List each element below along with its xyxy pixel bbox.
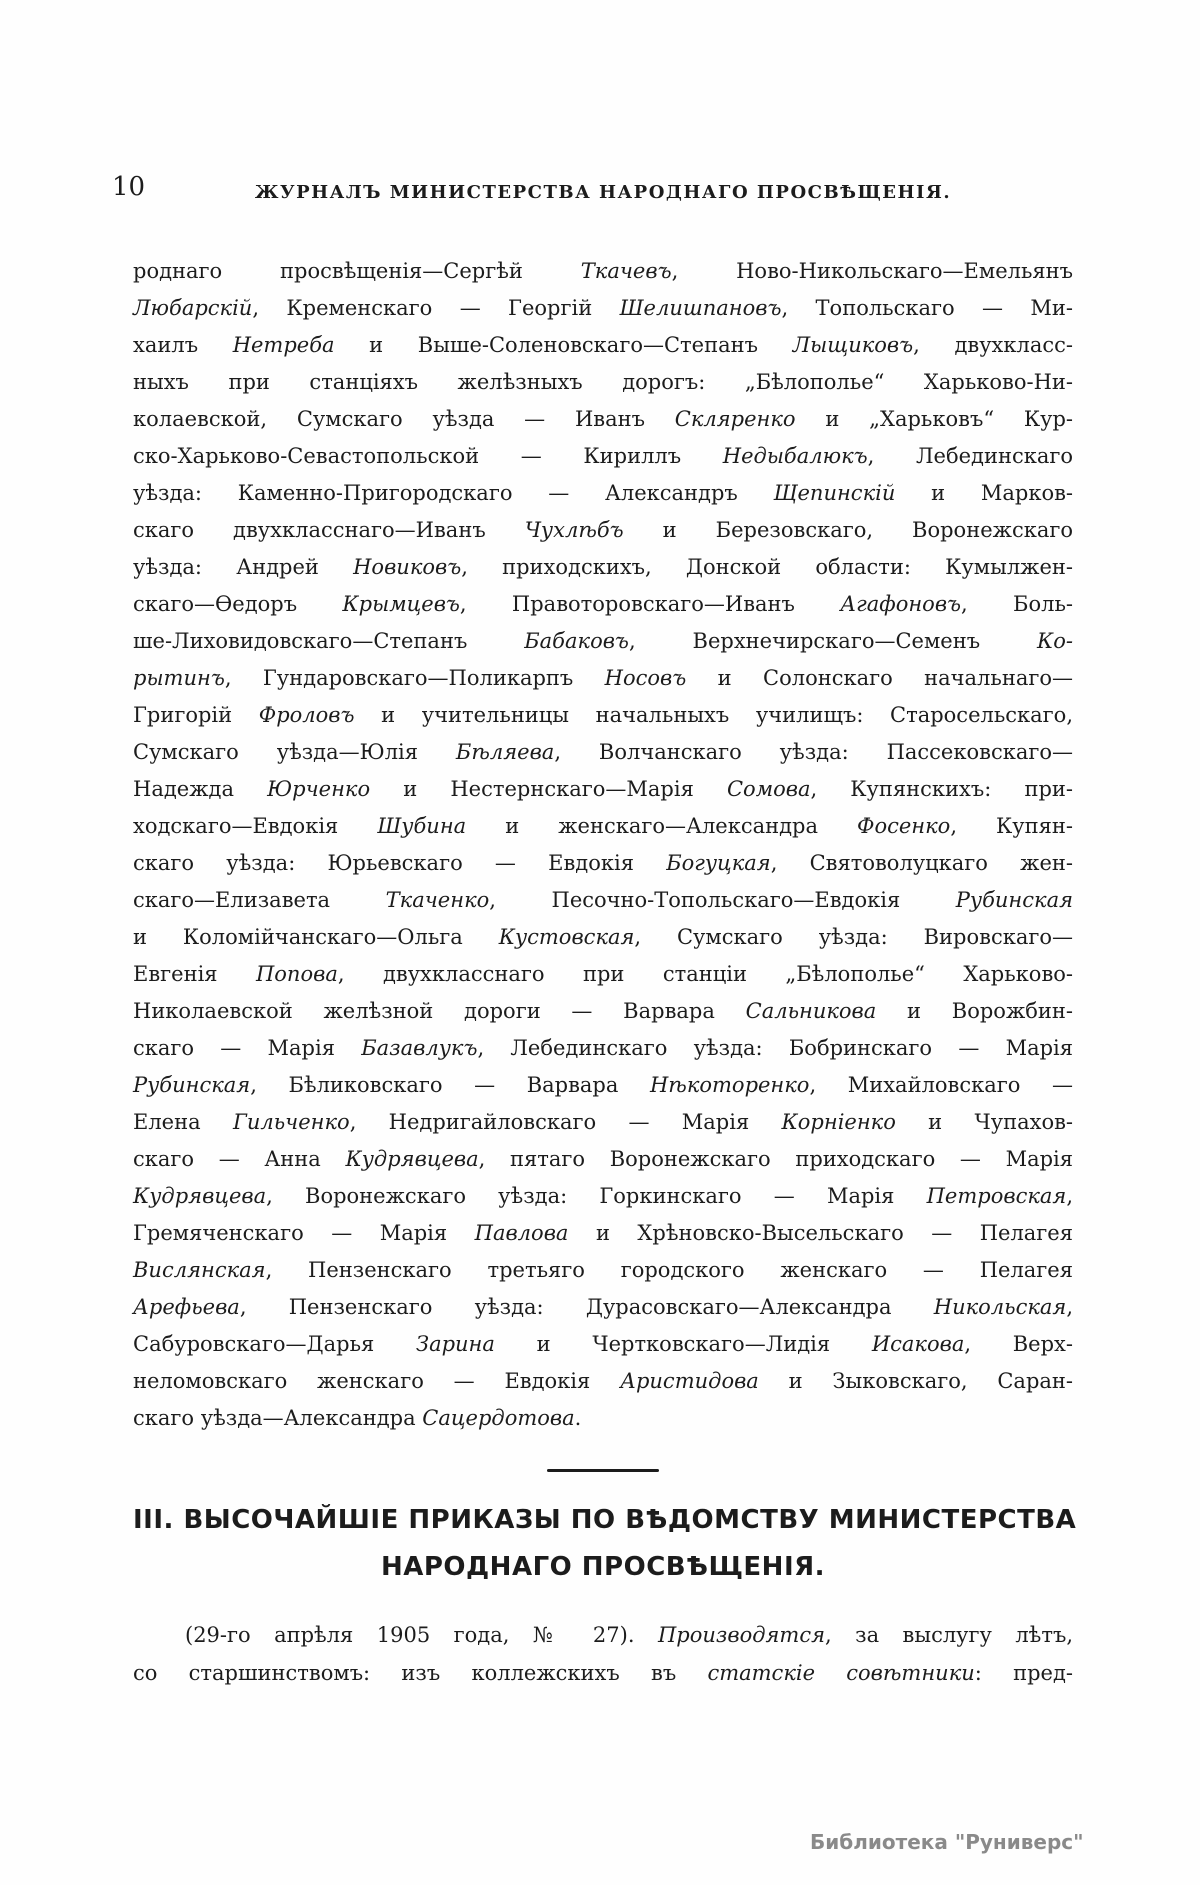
text-segment: хаилъ xyxy=(133,333,233,357)
italic-name: Сальникова xyxy=(745,999,877,1023)
text-segment: , Сумскаго уѣзда: Вировскаго— xyxy=(634,925,1073,949)
italic-name: Кудрявцева xyxy=(345,1147,479,1171)
text-line xyxy=(133,327,1073,364)
section-heading xyxy=(133,1497,1077,1591)
text-segment: , Ново-Никольскаго—Емельянъ xyxy=(671,259,1074,283)
italic-name: Ткаченко xyxy=(385,888,490,912)
text-segment: , Правоторовскаго—Иванъ xyxy=(459,592,841,616)
text-segment: , Кременскаго — Георгій xyxy=(252,296,620,320)
text-segment: и женскаго—Александра xyxy=(466,814,858,838)
text-segment: и Выше-Соленовскаго—Степанъ xyxy=(334,333,793,357)
text-segment: , Лебединскаго уѣзда: Бобринскаго — Марія xyxy=(477,1036,1073,1060)
text-line xyxy=(133,253,1073,290)
text-line xyxy=(133,475,1073,512)
text-line xyxy=(133,1400,1073,1437)
text-line xyxy=(133,1654,1073,1692)
text-line xyxy=(133,1030,1073,1067)
text-segment: , Верх- xyxy=(964,1332,1073,1356)
text-line xyxy=(133,808,1073,845)
text-segment: Евгенія xyxy=(133,962,256,986)
text-line xyxy=(133,512,1073,549)
italic-name: Корніенко xyxy=(781,1110,896,1134)
italic-name: Кустовская xyxy=(498,925,635,949)
text-segment: неломовскаго женскаго — Евдокія xyxy=(133,1369,621,1393)
text-segment: , Воронежскаго уѣзда: Горкинскаго — Марія xyxy=(266,1184,927,1208)
section-heading-line1: III. ВЫСОЧАЙШІЕ ПРИКАЗЫ ПО ВѢДОМСТВУ МИНИСТЕРСТВА xyxy=(133,1505,1077,1535)
text-segment: и Хрѣновско-Высельскаго — Пелагея xyxy=(568,1221,1073,1245)
italic-name: Вислянская xyxy=(133,1258,266,1282)
text-segment: , Купянскихъ: при- xyxy=(810,777,1073,801)
text-segment: , Верхнечирскаго—Семенъ xyxy=(628,629,1038,653)
text-segment: , Недригайловскаго — Марія xyxy=(349,1110,782,1134)
text-segment: уѣзда: Андрей xyxy=(133,555,354,579)
text-line xyxy=(133,660,1073,697)
italic-name: Агафоновъ xyxy=(840,592,962,616)
italic-name: Ткачевъ xyxy=(580,259,672,283)
text-segment: , Пензенскаго уѣзда: Дурасовскаго—Александра xyxy=(239,1295,934,1319)
text-segment: и Березовскаго, Воронежскаго xyxy=(623,518,1073,542)
text-segment: . xyxy=(574,1406,582,1430)
text-line xyxy=(133,1215,1073,1252)
text-line xyxy=(133,623,1073,660)
text-line xyxy=(133,1104,1073,1141)
text-segment: , приходскихъ, Донской области: Кумылжен- xyxy=(461,555,1073,579)
text-segment: , за выслугу лѣтъ, xyxy=(825,1623,1073,1647)
italic-name: рытинъ xyxy=(133,666,225,690)
italic-name: Сацердотова xyxy=(422,1406,575,1430)
italic-name: Лыщиковъ xyxy=(792,333,914,357)
text-segment: и Чертковскаго—Лидія xyxy=(494,1332,872,1356)
text-line xyxy=(133,919,1073,956)
text-line xyxy=(133,586,1073,623)
italic-name: Щепинскій xyxy=(773,481,896,505)
italic-name: Нѣкоторенко xyxy=(649,1073,810,1097)
text-segment: со старшинствомъ: изъ коллежскихъ въ xyxy=(133,1661,708,1685)
text-segment: и Нестернскаго—Марія xyxy=(370,777,727,801)
text-segment: и Солонскаго начальнаго— xyxy=(686,666,1073,690)
text-segment: , xyxy=(1066,1295,1073,1319)
text-line xyxy=(133,364,1073,401)
text-segment: колаевской, Сумскаго уѣзда — Иванъ xyxy=(133,407,675,431)
text-segment: , Бѣликовскаго — Варвара xyxy=(250,1073,650,1097)
text-segment: и „Харьковъ“ Кур- xyxy=(795,407,1073,431)
text-segment: скаго двухкласснаго—Иванъ xyxy=(133,518,525,542)
text-segment: , Боль- xyxy=(961,592,1073,616)
text-line xyxy=(133,1616,1073,1654)
italic-name: Богуцкая xyxy=(666,851,771,875)
decree-paragraph xyxy=(133,1616,1073,1692)
text-line xyxy=(133,1363,1073,1400)
appointments-paragraph xyxy=(133,253,1073,1437)
italic-name: Аристидова xyxy=(620,1369,759,1393)
text-segment: и Коломійчанскаго—Ольга xyxy=(133,925,499,949)
italic-name: Крымцевъ xyxy=(342,592,460,616)
italic-name: Рубинская xyxy=(955,888,1073,912)
text-segment: ше-Лиховидовскаго—Степанъ xyxy=(133,629,525,653)
text-segment: , Святоволуцкаго жен- xyxy=(770,851,1073,875)
text-segment: Григорій xyxy=(133,703,259,727)
italic-name: Недыбалюкъ xyxy=(722,444,868,468)
italic-name: Попова xyxy=(255,962,338,986)
text-segment: , двухкласс- xyxy=(913,333,1073,357)
text-segment: : пред- xyxy=(974,1661,1073,1685)
text-segment: скаго уѣзда—Александра xyxy=(133,1406,423,1430)
italic-name: статскіе совѣтники xyxy=(707,1661,975,1685)
text-segment: , пятаго Воронежскаго приходскаго — Марія xyxy=(478,1147,1073,1171)
text-segment: , Песочно-Топольскаго—Евдокія xyxy=(489,888,956,912)
italic-name: Фроловъ xyxy=(258,703,355,727)
library-watermark: Библиотека "Руниверс" xyxy=(810,1830,1084,1854)
italic-name: Фосенко xyxy=(857,814,951,838)
text-segment: Николаевской желѣзной дороги — Варвара xyxy=(133,999,746,1023)
text-segment: скаго — Марія xyxy=(133,1036,362,1060)
text-segment: скаго уѣзда: Юрьевскаго — Евдокія xyxy=(133,851,667,875)
italic-name: Бабаковъ xyxy=(524,629,629,653)
italic-name: Зарина xyxy=(415,1332,495,1356)
text-segment: уѣзда: Каменно-Пригородскаго — Александръ xyxy=(133,481,774,505)
text-segment: и Ворожбин- xyxy=(876,999,1074,1023)
italic-name: Бѣляева xyxy=(455,740,555,764)
text-line xyxy=(133,1252,1073,1289)
text-segment: и учительницы начальныхъ училищъ: Старосельскаго, xyxy=(354,703,1073,727)
italic-name: Нетреба xyxy=(232,333,335,357)
text-line xyxy=(133,1141,1073,1178)
italic-name: Исакова xyxy=(871,1332,965,1356)
text-line xyxy=(133,993,1073,1030)
text-line xyxy=(133,290,1073,327)
italic-name: Петровская xyxy=(926,1184,1067,1208)
italic-name: Носовъ xyxy=(604,666,687,690)
text-line xyxy=(133,845,1073,882)
italic-name: Шелишпановъ xyxy=(619,296,782,320)
text-line xyxy=(133,401,1073,438)
text-line xyxy=(133,438,1073,475)
text-line xyxy=(133,1178,1073,1215)
italic-name: Кудрявцева xyxy=(133,1184,267,1208)
text-segment: , xyxy=(1066,1184,1073,1208)
text-segment: Надежда xyxy=(133,777,268,801)
text-segment: и Зыковскаго, Саран- xyxy=(758,1369,1073,1393)
text-segment: и Чупахов- xyxy=(895,1110,1074,1134)
italic-name: Новиковъ xyxy=(353,555,462,579)
italic-name: Ко- xyxy=(1037,629,1074,653)
text-segment: скаго—Ѳедоръ xyxy=(133,592,343,616)
text-line xyxy=(133,734,1073,771)
text-segment: , двухкласснаго при станціи „Бѣлополье“ Харьково- xyxy=(337,962,1074,986)
italic-name: Юрченко xyxy=(267,777,371,801)
text-segment: Сумскаго уѣзда—Юлія xyxy=(133,740,456,764)
section-heading-line2: НАРОДНАГО ПРОСВѢЩЕНІЯ. xyxy=(380,1552,826,1582)
text-segment: , Топольскаго — Ми- xyxy=(781,296,1073,320)
italic-name: Производятся xyxy=(657,1623,826,1647)
italic-name: Павлова xyxy=(474,1221,569,1245)
text-segment: Гремяченскаго — Марія xyxy=(133,1221,475,1245)
text-segment: ходскаго—Евдокія xyxy=(133,814,378,838)
italic-name: Любарскій xyxy=(133,296,253,320)
page-number: 10 xyxy=(112,172,146,202)
text-line xyxy=(133,882,1073,919)
italic-name: Рубинская xyxy=(133,1073,251,1097)
italic-name: Никольская xyxy=(933,1295,1067,1319)
text-segment: скаго—Елизавета xyxy=(133,888,386,912)
text-segment: и Марков- xyxy=(895,481,1073,505)
text-segment: Сабуровскаго—Дарья xyxy=(133,1332,416,1356)
text-segment: роднаго просвѣщенія—Сергѣй xyxy=(133,259,581,283)
text-segment: (29-го апрѣля 1905 года, № 27). xyxy=(185,1623,658,1647)
text-segment: , Лебединскаго xyxy=(867,444,1073,468)
text-line xyxy=(133,956,1073,993)
text-segment: , Гундаровскаго—Поликарпъ xyxy=(224,666,605,690)
text-line xyxy=(133,1067,1073,1104)
italic-name: Чухлѣбъ xyxy=(524,518,624,542)
text-line xyxy=(133,771,1073,808)
italic-name: Арефьева xyxy=(133,1295,240,1319)
text-segment: Елена xyxy=(133,1110,233,1134)
italic-name: Шубина xyxy=(377,814,467,838)
text-line xyxy=(133,549,1073,586)
italic-name: Скляренко xyxy=(674,407,796,431)
italic-name: Базавлукъ xyxy=(361,1036,478,1060)
text-segment: , Михайловскаго — xyxy=(809,1073,1073,1097)
text-segment: , Купян- xyxy=(950,814,1073,838)
text-segment: ныхъ при станціяхъ желѣзныхъ дорогъ: „Бѣлополье“ Харьково-Ни- xyxy=(133,370,1073,394)
text-segment: ско-Харьково-Севастопольской — Кириллъ xyxy=(133,444,723,468)
text-segment: скаго — Анна xyxy=(133,1147,346,1171)
running-header-title: ЖУРНАЛЪ МИНИСТЕРСТВА НАРОДНАГО ПРОСВѢЩЕНІЯ. xyxy=(254,182,952,203)
text-line xyxy=(133,697,1073,734)
text-segment: , Волчанскаго уѣзда: Пассековскаго— xyxy=(554,740,1073,764)
italic-name: Сомова xyxy=(726,777,811,801)
section-divider-rule xyxy=(547,1469,659,1472)
text-line xyxy=(133,1289,1073,1326)
italic-name: Гильченко xyxy=(232,1110,350,1134)
text-segment: , Пензенскаго третьяго городского женскаго — Пелагея xyxy=(265,1258,1073,1282)
text-line xyxy=(133,1326,1073,1363)
